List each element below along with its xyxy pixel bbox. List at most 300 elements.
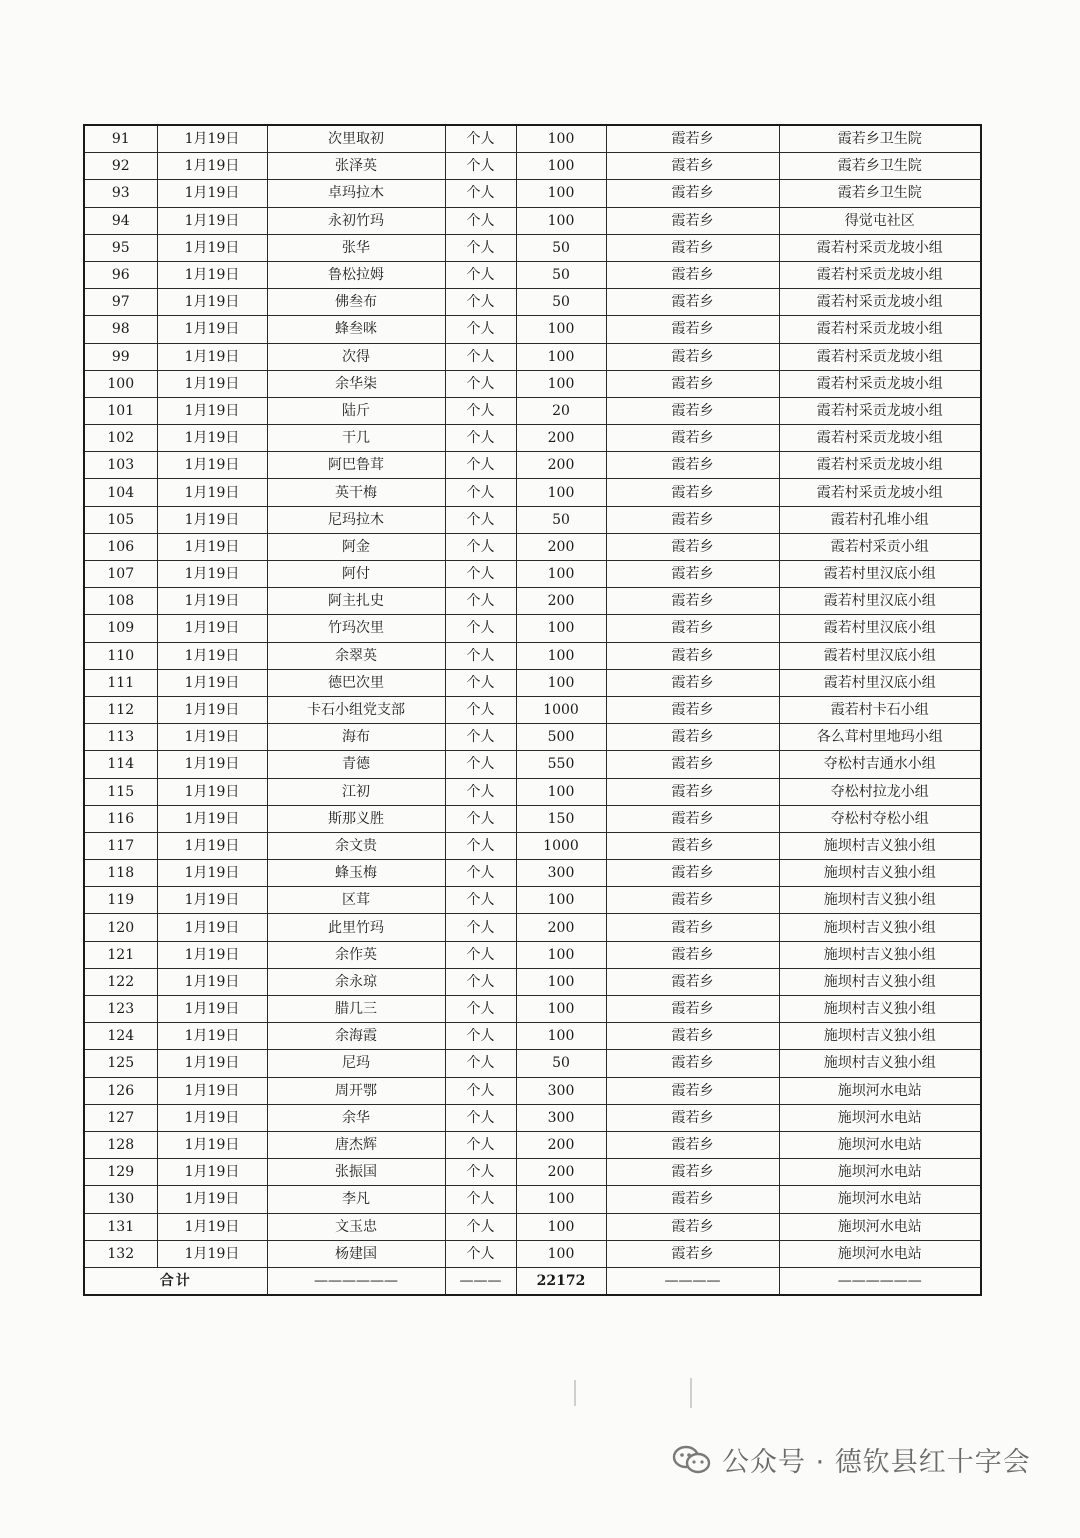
donor-name-cell: 余华 bbox=[267, 1104, 445, 1131]
township-cell: 霞若乡 bbox=[606, 370, 779, 397]
row-number-cell: 129 bbox=[84, 1159, 157, 1186]
donation-amount-cell: 200 bbox=[516, 1159, 606, 1186]
table-row bbox=[84, 832, 981, 859]
table-row bbox=[84, 1186, 981, 1213]
total-label: 合计 bbox=[84, 1267, 267, 1295]
table-row bbox=[84, 397, 981, 424]
donor-name-cell: 张泽英 bbox=[267, 153, 445, 180]
row-number-cell: 104 bbox=[84, 479, 157, 506]
township-cell: 霞若乡 bbox=[606, 751, 779, 778]
donation-amount-cell: 200 bbox=[516, 588, 606, 615]
donor-name-cell: 德巴次里 bbox=[267, 669, 445, 696]
township-cell: 霞若乡 bbox=[606, 696, 779, 723]
table-body bbox=[84, 125, 981, 1267]
donor-unit-cell: 霞若村采贡龙坡小组 bbox=[779, 316, 981, 343]
table-row bbox=[84, 261, 981, 288]
donor-name-cell: 江初 bbox=[267, 778, 445, 805]
row-number-cell: 108 bbox=[84, 588, 157, 615]
donation-date-cell: 1月19日 bbox=[157, 1023, 267, 1050]
donor-name-cell: 蜂玉梅 bbox=[267, 860, 445, 887]
table-row bbox=[84, 1050, 981, 1077]
donor-unit-cell: 霞若村里汉底小组 bbox=[779, 615, 981, 642]
row-number-cell: 105 bbox=[84, 506, 157, 533]
donor-unit-cell: 霞若乡卫生院 bbox=[779, 180, 981, 207]
donor-type-cell: 个人 bbox=[445, 316, 516, 343]
total-township-dash: ———— bbox=[606, 1267, 779, 1295]
donation-amount-cell: 100 bbox=[516, 479, 606, 506]
donor-type-cell: 个人 bbox=[445, 805, 516, 832]
township-cell: 霞若乡 bbox=[606, 860, 779, 887]
donor-type-cell: 个人 bbox=[445, 1213, 516, 1240]
donor-name-cell: 周开鄂 bbox=[267, 1077, 445, 1104]
donor-type-cell: 个人 bbox=[445, 887, 516, 914]
donation-amount-cell: 100 bbox=[516, 642, 606, 669]
township-cell: 霞若乡 bbox=[606, 968, 779, 995]
donor-name-cell: 次得 bbox=[267, 343, 445, 370]
township-cell: 霞若乡 bbox=[606, 1077, 779, 1104]
donor-type-cell: 个人 bbox=[445, 533, 516, 560]
donation-amount-cell: 100 bbox=[516, 180, 606, 207]
township-cell: 霞若乡 bbox=[606, 506, 779, 533]
donor-name-cell: 唐杰辉 bbox=[267, 1131, 445, 1158]
donation-date-cell: 1月19日 bbox=[157, 1186, 267, 1213]
donor-type-cell: 个人 bbox=[445, 1050, 516, 1077]
row-number-cell: 91 bbox=[84, 125, 157, 153]
row-number-cell: 118 bbox=[84, 860, 157, 887]
donor-name-cell: 尼玛 bbox=[267, 1050, 445, 1077]
donation-date-cell: 1月19日 bbox=[157, 561, 267, 588]
donation-amount-cell: 100 bbox=[516, 669, 606, 696]
donation-amount-cell: 100 bbox=[516, 1023, 606, 1050]
donor-unit-cell: 霞若村里汉底小组 bbox=[779, 642, 981, 669]
donor-unit-cell: 夺松村夺松小组 bbox=[779, 805, 981, 832]
table-row bbox=[84, 724, 981, 751]
donation-date-cell: 1月19日 bbox=[157, 397, 267, 424]
donation-date-cell: 1月19日 bbox=[157, 887, 267, 914]
donation-amount-cell: 1000 bbox=[516, 696, 606, 723]
donation-amount-cell: 200 bbox=[516, 914, 606, 941]
donor-name-cell: 余作英 bbox=[267, 941, 445, 968]
donation-amount-cell: 50 bbox=[516, 234, 606, 261]
donor-type-cell: 个人 bbox=[445, 561, 516, 588]
table-row bbox=[84, 1104, 981, 1131]
table-row bbox=[84, 996, 981, 1023]
township-cell: 霞若乡 bbox=[606, 261, 779, 288]
township-cell: 霞若乡 bbox=[606, 207, 779, 234]
donation-amount-cell: 100 bbox=[516, 941, 606, 968]
table-row bbox=[84, 1077, 981, 1104]
row-number-cell: 107 bbox=[84, 561, 157, 588]
donor-unit-cell: 施坝村吉义独小组 bbox=[779, 887, 981, 914]
total-unit-dash: —————— bbox=[779, 1267, 981, 1295]
donor-type-cell: 个人 bbox=[445, 1159, 516, 1186]
donation-amount-cell: 100 bbox=[516, 887, 606, 914]
donor-type-cell: 个人 bbox=[445, 996, 516, 1023]
donation-amount-cell: 50 bbox=[516, 261, 606, 288]
donor-unit-cell: 施坝村吉义独小组 bbox=[779, 914, 981, 941]
donor-type-cell: 个人 bbox=[445, 1240, 516, 1267]
row-number-cell: 124 bbox=[84, 1023, 157, 1050]
donation-date-cell: 1月19日 bbox=[157, 832, 267, 859]
donation-date-cell: 1月19日 bbox=[157, 316, 267, 343]
donation-date-cell: 1月19日 bbox=[157, 751, 267, 778]
township-cell: 霞若乡 bbox=[606, 316, 779, 343]
watermark-text: 公众号 · 德钦县红十字会 bbox=[722, 1447, 1031, 1478]
donation-date-cell: 1月19日 bbox=[157, 778, 267, 805]
donor-name-cell: 英干梅 bbox=[267, 479, 445, 506]
donation-date-cell: 1月19日 bbox=[157, 1077, 267, 1104]
table-row bbox=[84, 289, 981, 316]
township-cell: 霞若乡 bbox=[606, 533, 779, 560]
donor-type-cell: 个人 bbox=[445, 289, 516, 316]
table-row bbox=[84, 561, 981, 588]
row-number-cell: 125 bbox=[84, 1050, 157, 1077]
donation-amount-cell: 100 bbox=[516, 1186, 606, 1213]
row-number-cell: 92 bbox=[84, 153, 157, 180]
donor-name-cell: 文玉忠 bbox=[267, 1213, 445, 1240]
donation-date-cell: 1月19日 bbox=[157, 996, 267, 1023]
township-cell: 霞若乡 bbox=[606, 724, 779, 751]
donation-date-cell: 1月19日 bbox=[157, 1131, 267, 1158]
donor-unit-cell: 霞若村采贡龙坡小组 bbox=[779, 370, 981, 397]
table-row bbox=[84, 343, 981, 370]
donation-amount-cell: 100 bbox=[516, 561, 606, 588]
donation-date-cell: 1月19日 bbox=[157, 425, 267, 452]
donation-amount-cell: 100 bbox=[516, 1240, 606, 1267]
donor-type-cell: 个人 bbox=[445, 479, 516, 506]
table-row bbox=[84, 696, 981, 723]
township-cell: 霞若乡 bbox=[606, 996, 779, 1023]
donor-unit-cell: 霞若村孔堆小组 bbox=[779, 506, 981, 533]
donor-type-cell: 个人 bbox=[445, 1023, 516, 1050]
row-number-cell: 116 bbox=[84, 805, 157, 832]
township-cell: 霞若乡 bbox=[606, 234, 779, 261]
donation-amount-cell: 50 bbox=[516, 289, 606, 316]
donation-amount-cell: 300 bbox=[516, 860, 606, 887]
donation-amount-cell: 100 bbox=[516, 778, 606, 805]
donation-amount-cell: 550 bbox=[516, 751, 606, 778]
donor-unit-cell: 霞若村采贡龙坡小组 bbox=[779, 397, 981, 424]
donor-type-cell: 个人 bbox=[445, 615, 516, 642]
donor-unit-cell: 霞若村采贡龙坡小组 bbox=[779, 479, 981, 506]
donor-unit-cell: 施坝村吉义独小组 bbox=[779, 832, 981, 859]
total-type-dash: ——— bbox=[445, 1267, 516, 1295]
table-row bbox=[84, 1131, 981, 1158]
donation-amount-cell: 100 bbox=[516, 343, 606, 370]
table-row bbox=[84, 1159, 981, 1186]
donation-date-cell: 1月19日 bbox=[157, 1213, 267, 1240]
township-cell: 霞若乡 bbox=[606, 1186, 779, 1213]
donor-unit-cell: 施坝河水电站 bbox=[779, 1077, 981, 1104]
row-number-cell: 109 bbox=[84, 615, 157, 642]
donation-amount-cell: 100 bbox=[516, 153, 606, 180]
table-row bbox=[84, 778, 981, 805]
donor-unit-cell: 霞若乡卫生院 bbox=[779, 153, 981, 180]
table-row bbox=[84, 506, 981, 533]
donor-type-cell: 个人 bbox=[445, 941, 516, 968]
donor-name-cell: 竹玛次里 bbox=[267, 615, 445, 642]
donor-name-cell: 李凡 bbox=[267, 1186, 445, 1213]
donation-date-cell: 1月19日 bbox=[157, 533, 267, 560]
donor-type-cell: 个人 bbox=[445, 832, 516, 859]
row-number-cell: 131 bbox=[84, 1213, 157, 1240]
donor-unit-cell: 霞若村采贡龙坡小组 bbox=[779, 452, 981, 479]
donation-date-cell: 1月19日 bbox=[157, 452, 267, 479]
donor-type-cell: 个人 bbox=[445, 207, 516, 234]
donor-unit-cell: 霞若乡卫生院 bbox=[779, 125, 981, 153]
donation-date-cell: 1月19日 bbox=[157, 180, 267, 207]
donor-type-cell: 个人 bbox=[445, 261, 516, 288]
donation-date-cell: 1月19日 bbox=[157, 125, 267, 153]
table-row bbox=[84, 914, 981, 941]
donation-date-cell: 1月19日 bbox=[157, 588, 267, 615]
donation-date-cell: 1月19日 bbox=[157, 805, 267, 832]
table-row bbox=[84, 370, 981, 397]
donor-type-cell: 个人 bbox=[445, 1131, 516, 1158]
donor-type-cell: 个人 bbox=[445, 588, 516, 615]
donation-amount-cell: 300 bbox=[516, 1077, 606, 1104]
table-row bbox=[84, 860, 981, 887]
table-row bbox=[84, 805, 981, 832]
donation-amount-cell: 100 bbox=[516, 316, 606, 343]
donation-amount-cell: 100 bbox=[516, 125, 606, 153]
township-cell: 霞若乡 bbox=[606, 1213, 779, 1240]
table-row bbox=[84, 1240, 981, 1267]
donation-date-cell: 1月19日 bbox=[157, 370, 267, 397]
donor-name-cell: 佛叁布 bbox=[267, 289, 445, 316]
donor-unit-cell: 施坝河水电站 bbox=[779, 1104, 981, 1131]
donation-amount-cell: 100 bbox=[516, 370, 606, 397]
donation-date-cell: 1月19日 bbox=[157, 479, 267, 506]
township-cell: 霞若乡 bbox=[606, 561, 779, 588]
donor-name-cell: 陆斤 bbox=[267, 397, 445, 424]
donor-type-cell: 个人 bbox=[445, 1186, 516, 1213]
row-number-cell: 110 bbox=[84, 642, 157, 669]
donation-date-cell: 1月19日 bbox=[157, 1159, 267, 1186]
donor-type-cell: 个人 bbox=[445, 370, 516, 397]
donor-name-cell: 阿主扎史 bbox=[267, 588, 445, 615]
table-row bbox=[84, 207, 981, 234]
donation-date-cell: 1月19日 bbox=[157, 289, 267, 316]
donor-unit-cell: 施坝河水电站 bbox=[779, 1213, 981, 1240]
row-number-cell: 101 bbox=[84, 397, 157, 424]
table-row bbox=[84, 615, 981, 642]
table-row bbox=[84, 533, 981, 560]
donor-type-cell: 个人 bbox=[445, 1077, 516, 1104]
donation-date-cell: 1月19日 bbox=[157, 669, 267, 696]
donation-amount-cell: 100 bbox=[516, 615, 606, 642]
row-number-cell: 98 bbox=[84, 316, 157, 343]
donation-amount-cell: 200 bbox=[516, 452, 606, 479]
township-cell: 霞若乡 bbox=[606, 1023, 779, 1050]
donation-date-cell: 1月19日 bbox=[157, 1240, 267, 1267]
row-number-cell: 114 bbox=[84, 751, 157, 778]
donation-amount-cell: 100 bbox=[516, 1213, 606, 1240]
donation-amount-cell: 500 bbox=[516, 724, 606, 751]
table-row bbox=[84, 1023, 981, 1050]
donation-date-cell: 1月19日 bbox=[157, 506, 267, 533]
donor-type-cell: 个人 bbox=[445, 1104, 516, 1131]
row-number-cell: 122 bbox=[84, 968, 157, 995]
donor-type-cell: 个人 bbox=[445, 778, 516, 805]
donation-date-cell: 1月19日 bbox=[157, 860, 267, 887]
township-cell: 霞若乡 bbox=[606, 1159, 779, 1186]
township-cell: 霞若乡 bbox=[606, 1104, 779, 1131]
row-number-cell: 106 bbox=[84, 533, 157, 560]
donation-amount-cell: 300 bbox=[516, 1104, 606, 1131]
donor-unit-cell: 霞若村采贡龙坡小组 bbox=[779, 425, 981, 452]
donor-name-cell: 蜂叁咪 bbox=[267, 316, 445, 343]
donor-type-cell: 个人 bbox=[445, 696, 516, 723]
donation-amount-cell: 20 bbox=[516, 397, 606, 424]
row-number-cell: 111 bbox=[84, 669, 157, 696]
donation-date-cell: 1月19日 bbox=[157, 153, 267, 180]
donation-date-cell: 1月19日 bbox=[157, 914, 267, 941]
donor-name-cell: 永初竹玛 bbox=[267, 207, 445, 234]
donation-date-cell: 1月19日 bbox=[157, 696, 267, 723]
donation-date-cell: 1月19日 bbox=[157, 234, 267, 261]
donation-amount-cell: 100 bbox=[516, 996, 606, 1023]
row-number-cell: 93 bbox=[84, 180, 157, 207]
donor-name-cell: 余翠英 bbox=[267, 642, 445, 669]
donor-type-cell: 个人 bbox=[445, 968, 516, 995]
donor-name-cell: 卓玛拉木 bbox=[267, 180, 445, 207]
donor-name-cell: 阿付 bbox=[267, 561, 445, 588]
donor-name-cell: 卡石小组党支部 bbox=[267, 696, 445, 723]
township-cell: 霞若乡 bbox=[606, 588, 779, 615]
donor-type-cell: 个人 bbox=[445, 751, 516, 778]
township-cell: 霞若乡 bbox=[606, 941, 779, 968]
donor-unit-cell: 施坝河水电站 bbox=[779, 1159, 981, 1186]
donor-unit-cell: 夺松村拉龙小组 bbox=[779, 778, 981, 805]
donor-name-cell: 斯那义胜 bbox=[267, 805, 445, 832]
donor-type-cell: 个人 bbox=[445, 397, 516, 424]
watermark bbox=[672, 1440, 1031, 1479]
donation-date-cell: 1月19日 bbox=[157, 207, 267, 234]
donation-date-cell: 1月19日 bbox=[157, 261, 267, 288]
donation-amount-cell: 100 bbox=[516, 968, 606, 995]
row-number-cell: 123 bbox=[84, 996, 157, 1023]
table-row bbox=[84, 642, 981, 669]
row-number-cell: 94 bbox=[84, 207, 157, 234]
donor-type-cell: 个人 bbox=[445, 642, 516, 669]
donor-unit-cell: 施坝村吉义独小组 bbox=[779, 996, 981, 1023]
township-cell: 霞若乡 bbox=[606, 397, 779, 424]
donation-date-cell: 1月19日 bbox=[157, 968, 267, 995]
table-row bbox=[84, 887, 981, 914]
table-row bbox=[84, 479, 981, 506]
table-row bbox=[84, 968, 981, 995]
donor-type-cell: 个人 bbox=[445, 860, 516, 887]
township-cell: 霞若乡 bbox=[606, 153, 779, 180]
donor-unit-cell: 霞若村采贡龙坡小组 bbox=[779, 343, 981, 370]
donor-type-cell: 个人 bbox=[445, 452, 516, 479]
row-number-cell: 120 bbox=[84, 914, 157, 941]
donor-name-cell: 海布 bbox=[267, 724, 445, 751]
donor-type-cell: 个人 bbox=[445, 506, 516, 533]
table-row bbox=[84, 588, 981, 615]
row-number-cell: 96 bbox=[84, 261, 157, 288]
donor-type-cell: 个人 bbox=[445, 153, 516, 180]
donor-type-cell: 个人 bbox=[445, 234, 516, 261]
row-number-cell: 99 bbox=[84, 343, 157, 370]
donation-amount-cell: 100 bbox=[516, 207, 606, 234]
table-row bbox=[84, 452, 981, 479]
row-number-cell: 121 bbox=[84, 941, 157, 968]
donation-date-cell: 1月19日 bbox=[157, 615, 267, 642]
donor-name-cell: 余华柒 bbox=[267, 370, 445, 397]
township-cell: 霞若乡 bbox=[606, 642, 779, 669]
township-cell: 霞若乡 bbox=[606, 452, 779, 479]
total-row bbox=[84, 1267, 981, 1295]
donation-amount-cell: 200 bbox=[516, 533, 606, 560]
scan-artifact bbox=[690, 1378, 692, 1408]
row-number-cell: 100 bbox=[84, 370, 157, 397]
township-cell: 霞若乡 bbox=[606, 832, 779, 859]
donor-unit-cell: 施坝村吉义独小组 bbox=[779, 860, 981, 887]
donor-name-cell: 腊几三 bbox=[267, 996, 445, 1023]
donor-name-cell: 区茸 bbox=[267, 887, 445, 914]
row-number-cell: 128 bbox=[84, 1131, 157, 1158]
donation-date-cell: 1月19日 bbox=[157, 1050, 267, 1077]
township-cell: 霞若乡 bbox=[606, 805, 779, 832]
donor-unit-cell: 霞若村采贡龙坡小组 bbox=[779, 289, 981, 316]
donor-unit-cell: 霞若村采贡龙坡小组 bbox=[779, 261, 981, 288]
donor-type-cell: 个人 bbox=[445, 425, 516, 452]
donor-unit-cell: 施坝村吉义独小组 bbox=[779, 968, 981, 995]
row-number-cell: 127 bbox=[84, 1104, 157, 1131]
donation-date-cell: 1月19日 bbox=[157, 724, 267, 751]
row-number-cell: 95 bbox=[84, 234, 157, 261]
donation-amount-cell: 50 bbox=[516, 1050, 606, 1077]
table-row bbox=[84, 941, 981, 968]
table-row bbox=[84, 316, 981, 343]
table-row bbox=[84, 669, 981, 696]
donor-unit-cell: 霞若村卡石小组 bbox=[779, 696, 981, 723]
row-number-cell: 102 bbox=[84, 425, 157, 452]
donor-unit-cell: 霞若村里汉底小组 bbox=[779, 669, 981, 696]
donor-name-cell: 尼玛拉木 bbox=[267, 506, 445, 533]
donation-date-cell: 1月19日 bbox=[157, 343, 267, 370]
donor-name-cell: 余海霞 bbox=[267, 1023, 445, 1050]
donation-date-cell: 1月19日 bbox=[157, 642, 267, 669]
donor-name-cell: 张华 bbox=[267, 234, 445, 261]
row-number-cell: 103 bbox=[84, 452, 157, 479]
donor-type-cell: 个人 bbox=[445, 125, 516, 153]
donor-name-cell: 杨建国 bbox=[267, 1240, 445, 1267]
donor-name-cell: 青德 bbox=[267, 751, 445, 778]
row-number-cell: 97 bbox=[84, 289, 157, 316]
donor-unit-cell: 施坝村吉义独小组 bbox=[779, 941, 981, 968]
table-row bbox=[84, 751, 981, 778]
row-number-cell: 119 bbox=[84, 887, 157, 914]
donation-date-cell: 1月19日 bbox=[157, 941, 267, 968]
row-number-cell: 112 bbox=[84, 696, 157, 723]
donor-type-cell: 个人 bbox=[445, 724, 516, 751]
donor-type-cell: 个人 bbox=[445, 669, 516, 696]
wechat-official-account-icon bbox=[672, 1444, 712, 1476]
donor-name-cell: 余永琼 bbox=[267, 968, 445, 995]
township-cell: 霞若乡 bbox=[606, 1050, 779, 1077]
donor-unit-cell: 霞若村采贡小组 bbox=[779, 533, 981, 560]
total-name-dash: —————— bbox=[267, 1267, 445, 1295]
total-amount: 22172 bbox=[516, 1267, 606, 1295]
donor-name-cell: 干几 bbox=[267, 425, 445, 452]
row-number-cell: 130 bbox=[84, 1186, 157, 1213]
table-row bbox=[84, 180, 981, 207]
township-cell: 霞若乡 bbox=[606, 425, 779, 452]
donation-amount-cell: 1000 bbox=[516, 832, 606, 859]
